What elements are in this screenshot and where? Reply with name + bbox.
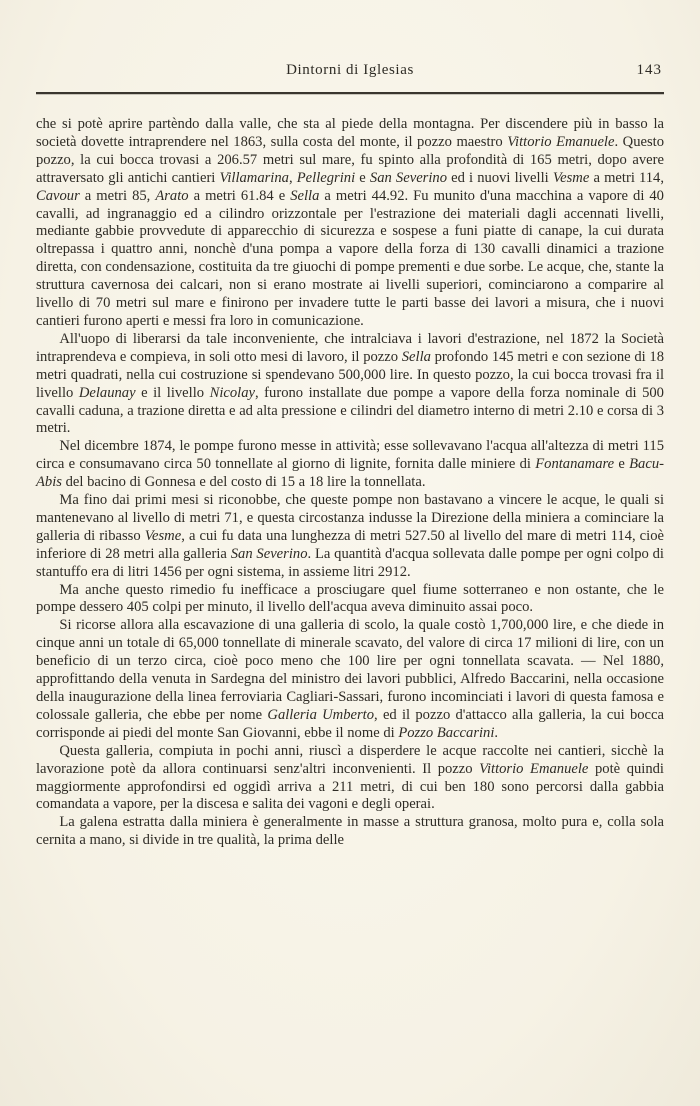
italic-text: Sella — [290, 187, 320, 204]
body-text-run: Questa galleria, compiuta in pochi anni, riuscì a disperdere le acque raccolte nei cantieri, sicchè la lavorazione potè da allora continuarsi senz'altri inconvenienti. Il pozzo — [36, 742, 664, 777]
body-text-run: . Questo pozzo, la cui bocca trovasi a 206.57 metri sul mare, fu spinto alla profondità di 165 metri, dopo avere attraversato gli antichi cantieri — [36, 133, 664, 186]
italic-text: Vittorio Emanuele — [507, 133, 615, 150]
italic-text: Galleria Umberto — [267, 706, 375, 723]
body-text-run: e — [355, 169, 370, 186]
body-text-run: , a cui fu data una lunghezza di metri 527.50 al livello del mare di metri 114, cioè inferiore di 28 metri alla galleria — [36, 527, 664, 562]
page-body — [36, 116, 664, 850]
paragraph — [36, 617, 664, 742]
body-text-run: a metri 44.92. Fu munito d'una macchina a vapore di 40 cavalli, ad ingranaggio ed a cilindro orizzontale per l'estrazione dei materiali dagli accennati livelli, mediante gabbie provvedute di apparecchio di sicurezza e sospese a funi piatte di canape, la cui durata oltrepassa i quattro anni, nonchè d'una pompa a vapore della forza di 130 cavalli dinamici a trazione diretta, con condensazione, costituita da tre giuochi di pompe prementi e due sorbe. Le acque, che, stante la struttura cavernosa dei calcari, non si erano mostrate ai livelli superiori, cominciarono a comparire al livello di 70 metri sul mare e finirono per invadere tutte le parti basse dei lavori a misura, che i nuovi cantieri furono aperti e messi fra loro in comunicazione. — [36, 187, 664, 329]
italic-text: Arato — [155, 187, 189, 204]
paragraph — [36, 116, 664, 331]
body-text-run: . — [494, 724, 499, 741]
body-text-run: a metri 61.84 e — [188, 187, 291, 204]
body-text-run: potè quindi maggiormente approfondirsi ed oggidì arriva a 211 metri, di cui ben 180 sono percorsi dalla gabbia comandata a vapore, per la discesa e salita dei vagoni e degli operai. — [36, 760, 664, 813]
italic-text: San Severino — [369, 169, 447, 186]
paragraph — [36, 438, 664, 492]
body-text-run: a metri 114, — [589, 169, 665, 186]
body-text-run: Si ricorse allora alla escavazione di una galleria di scolo, la quale costò 1,700,000 lire, e che diede in cinque anni un totale di 65,000 tonnellate di minerale scavato, del valore di circa 17 milioni di lire, con un beneficio di un terzo circa, cioè poco meno che 100 lire per ogni tonnellata scavata. — Nel 1880, approfittando della venuta in Sardegna del ministro dei lavori pubblici, Alfredo Baccarini, nella occasione della inaugurazione della linea ferroviaria Cagliari-Sassari, furono incominciati i lavori di questa famosa e colossale galleria, che ebbe per nome — [36, 617, 664, 723]
body-text-run: e — [614, 456, 630, 473]
paragraph — [36, 331, 664, 438]
paragraph — [36, 582, 664, 618]
running-head — [36, 60, 664, 80]
italic-text: Fontanamare — [535, 456, 615, 473]
italic-text: Pellegrini — [296, 169, 356, 186]
body-text-run: a metri 85, — [79, 187, 156, 204]
italic-text: Pozzo Baccarini — [398, 724, 495, 741]
body-text-run: , furono installate due pompe a vapore della forza nominale di 500 cavalli caduna, a trazione diretta e ad alta pressione e cilindri del diametro interno di metri 2.10 e corsa di 3 metri. — [36, 384, 664, 437]
body-text-run: profondo 145 metri e con sezione di 18 metri quadrati, nella cui costruzione si spendevano 500,000 lire. In questo pozzo, la cui bocca trovasi fra il livello — [36, 348, 664, 401]
italic-text: Vesme — [552, 169, 590, 186]
body-text-run: Ma fino dai primi mesi si riconobbe, che queste pompe non bastavano a vincere le acque, le quali si mantenevano al livello di metri 71, e questa circostanza indusse la Direzione della miniera a cominciare la galleria di ribasso — [36, 492, 664, 544]
body-text-run: e il livello — [135, 384, 210, 401]
body-text-run: ed i nuovi livelli — [447, 169, 553, 186]
body-text-run: che si potè aprire partèndo dalla valle, che sta al piede della montagna. Per discendere più in basso la società dovette intraprendere nel 1863, sulla costa del monte, il pozzo maestro — [36, 116, 664, 150]
italic-text: Vittorio Emanuele — [479, 760, 589, 777]
body-text-run: del bacino di Gonnesa e del costo di 15 a 18 lire la tonnellata. — [61, 474, 426, 491]
italic-text: Delaunay — [78, 384, 136, 401]
paragraph — [36, 814, 664, 850]
page-number: 143 — [636, 62, 662, 78]
body-text-run: . La quantità d'acqua sollevata dalle pompe per ogni colpo di stantuffo era di litri 1456 per ogni sistema, in assieme litri 2912. — [36, 545, 664, 580]
italic-text: Vesme — [144, 527, 182, 544]
paragraph — [36, 492, 664, 582]
body-text-run: La galena estratta dalla miniera è generalmente in masse a struttura granosa, molto pura e, colla sola cernita a mano, si divide in tre qualità, la prima delle — [36, 814, 664, 849]
paragraph — [36, 743, 664, 815]
body-text-run: All'uopo di liberarsi da tale inconveniente, che intralciava i lavori d'estrazione, nel 1872 la Società intraprendeva e compieva, in soli otto mesi di lavoro, il pozzo — [36, 330, 664, 365]
body-text-run: Ma anche questo rimedio fu inefficace a prosciugare quel fiume sotterraneo e non ostante, che le pompe dessero 405 colpi per minuto, il livello dell'acqua aveva diminuito assai poco. — [36, 581, 664, 616]
italic-text: Bacu-Abis — [36, 456, 664, 491]
italic-text: Villamarina — [219, 169, 289, 186]
italic-text: Cavour — [36, 187, 80, 204]
italic-text: Sella — [401, 348, 431, 365]
body-text-run: Nel dicembre 1874, le pompe furono messe in attività; esse sollevavano l'acqua all'altezza di metri 115 circa e consumavano circa 50 tonnellate al giorno di lignite, fornita dalle miniere di — [36, 438, 664, 473]
body-text-run: , ed il pozzo d'attacco alla galleria, la cui bocca corrisponde ai piedi del monte San Giovanni, ebbe il nome di — [36, 706, 664, 741]
italic-text: San Severino — [230, 545, 308, 562]
body-text-run: , — [288, 169, 297, 186]
italic-text: Nicolay — [209, 384, 255, 401]
running-head-title: Dintorni di Iglesias — [286, 62, 414, 78]
header-rule — [36, 92, 664, 94]
